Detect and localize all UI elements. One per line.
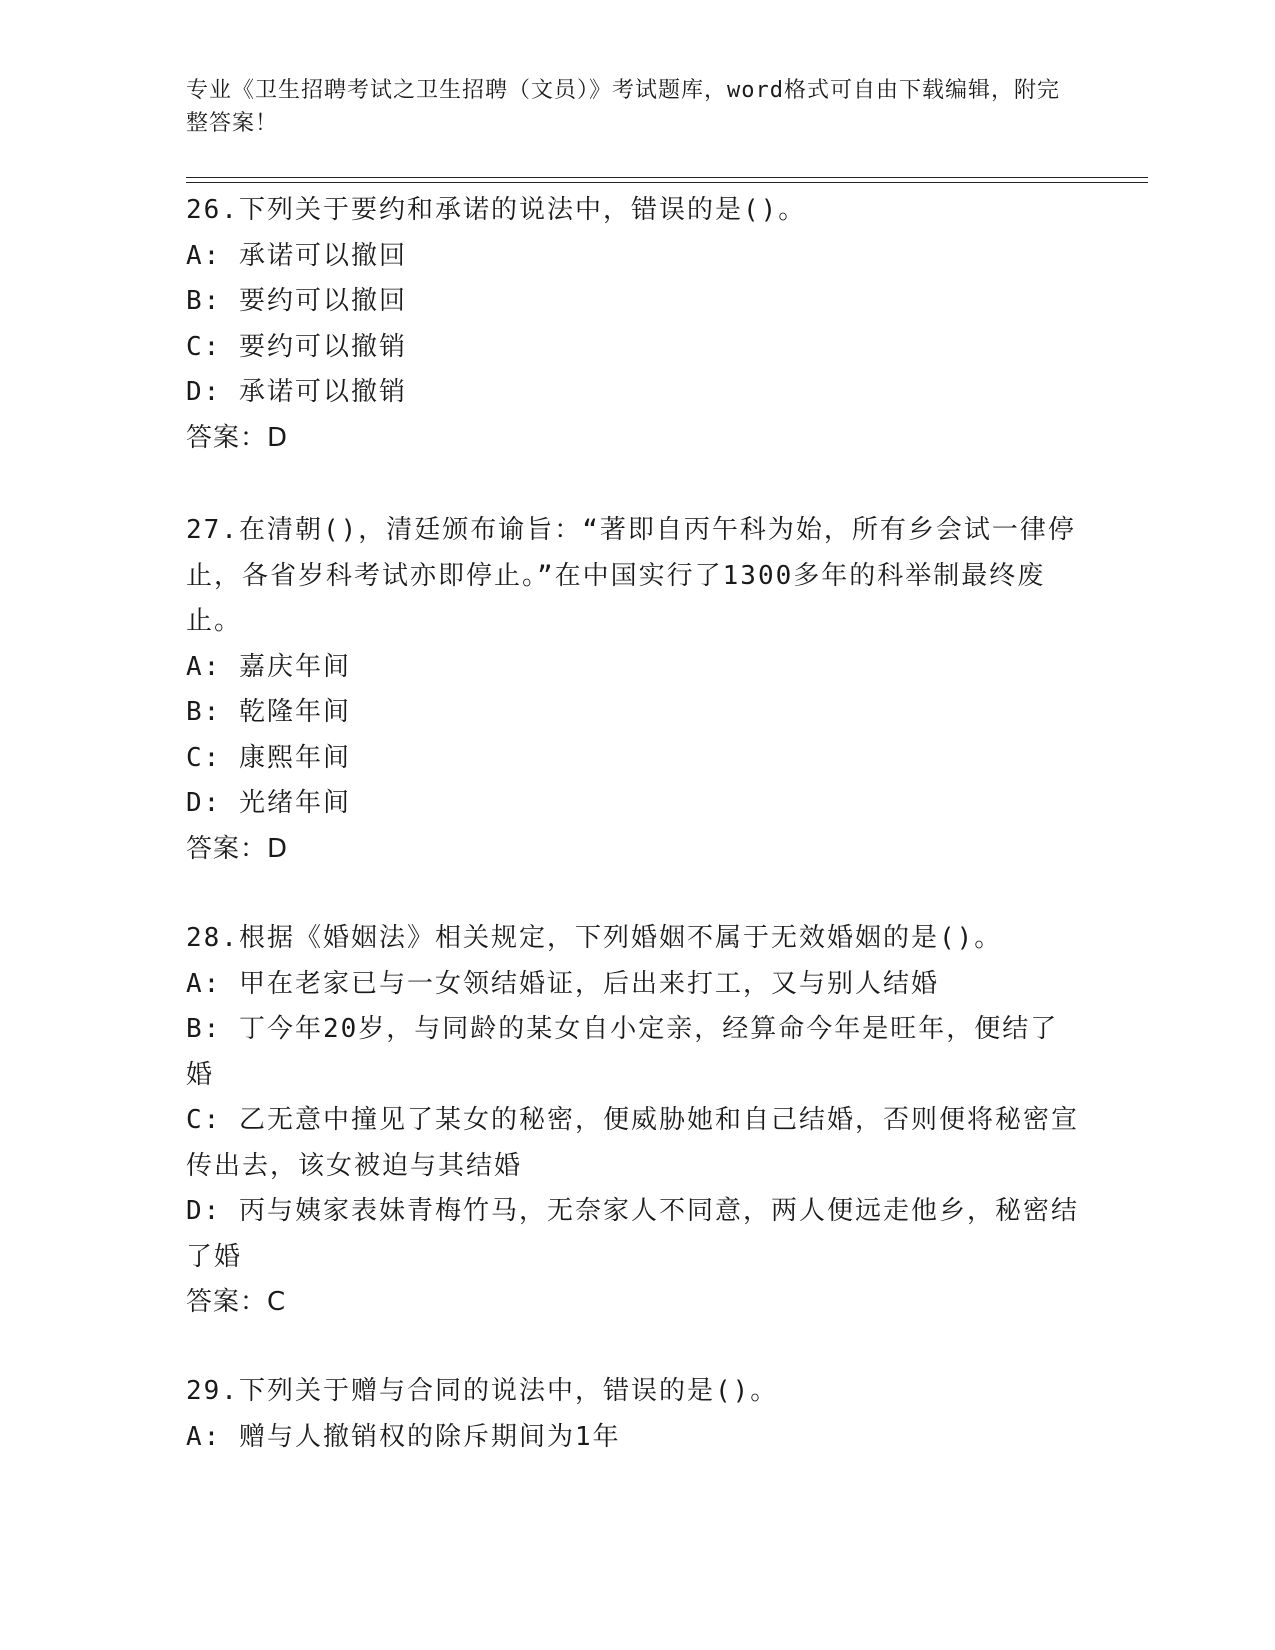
- header-divider-secondary: [186, 182, 1148, 183]
- question-stem: 28.根据《婚姻法》相关规定，下列婚姻不属于无效婚姻的是()。: [186, 923, 1003, 953]
- question-29: [186, 1369, 1086, 1460]
- option-b: B: 丁今年20岁，与同龄的某女自小定亲，经算命今年是旺年，便结了婚: [186, 1014, 1059, 1090]
- option-c: C: 康熙年间: [186, 742, 351, 773]
- option-d: D: 丙与姨家表妹青梅竹马，无奈家人不同意，两人便远走他乡，秘密结了婚: [186, 1196, 1079, 1272]
- option-a: A: 承诺可以撤回: [186, 240, 407, 271]
- option-d: D: 光绪年间: [186, 788, 351, 818]
- option-a: A: 甲在老家已与一女领结婚证，后出来打工，又与别人结婚: [186, 968, 939, 999]
- question-stem: 29.下列关于赠与合同的说法中，错误的是()。: [186, 1376, 779, 1406]
- question-stem: 27.在清朝()，清廷颁布谕旨：“著即自丙午科为始，所有乡会试一律停止，各省岁科考试亦即停止。”在中国实行了1300多年的科举制最终废止。: [186, 515, 1076, 636]
- option-a: A: 嘉庆年间: [186, 651, 351, 682]
- question-stem: 26.下列关于要约和承诺的说法中，错误的是()。: [186, 195, 807, 225]
- answer: 答案：C: [186, 1287, 287, 1317]
- header-divider: [186, 177, 1148, 178]
- option-b: B: 要约可以撤回: [186, 286, 407, 316]
- question-27: [186, 508, 1086, 872]
- option-b: B: 乾隆年间: [186, 697, 351, 727]
- option-d: D: 承诺可以撤销: [186, 377, 407, 407]
- option-c: C: 要约可以撤销: [186, 331, 407, 362]
- option-a: A: 赠与人撤销权的除斥期间为1年: [186, 1421, 621, 1452]
- option-c: C: 乙无意中撞见了某女的秘密，便威胁她和自己结婚，否则便将秘密宣传出去，该女被迫与其结婚: [186, 1105, 1079, 1181]
- question-28: [186, 916, 1086, 1326]
- answer: 答案：D: [186, 422, 289, 453]
- document-header: [186, 74, 1066, 140]
- question-26: [186, 188, 1086, 461]
- header-text: 专业《卫生招聘考试之卫生招聘（文员）》考试题库，word格式可自由下载编辑，附完整答案！: [186, 78, 1060, 136]
- answer: 答案：D: [186, 833, 289, 864]
